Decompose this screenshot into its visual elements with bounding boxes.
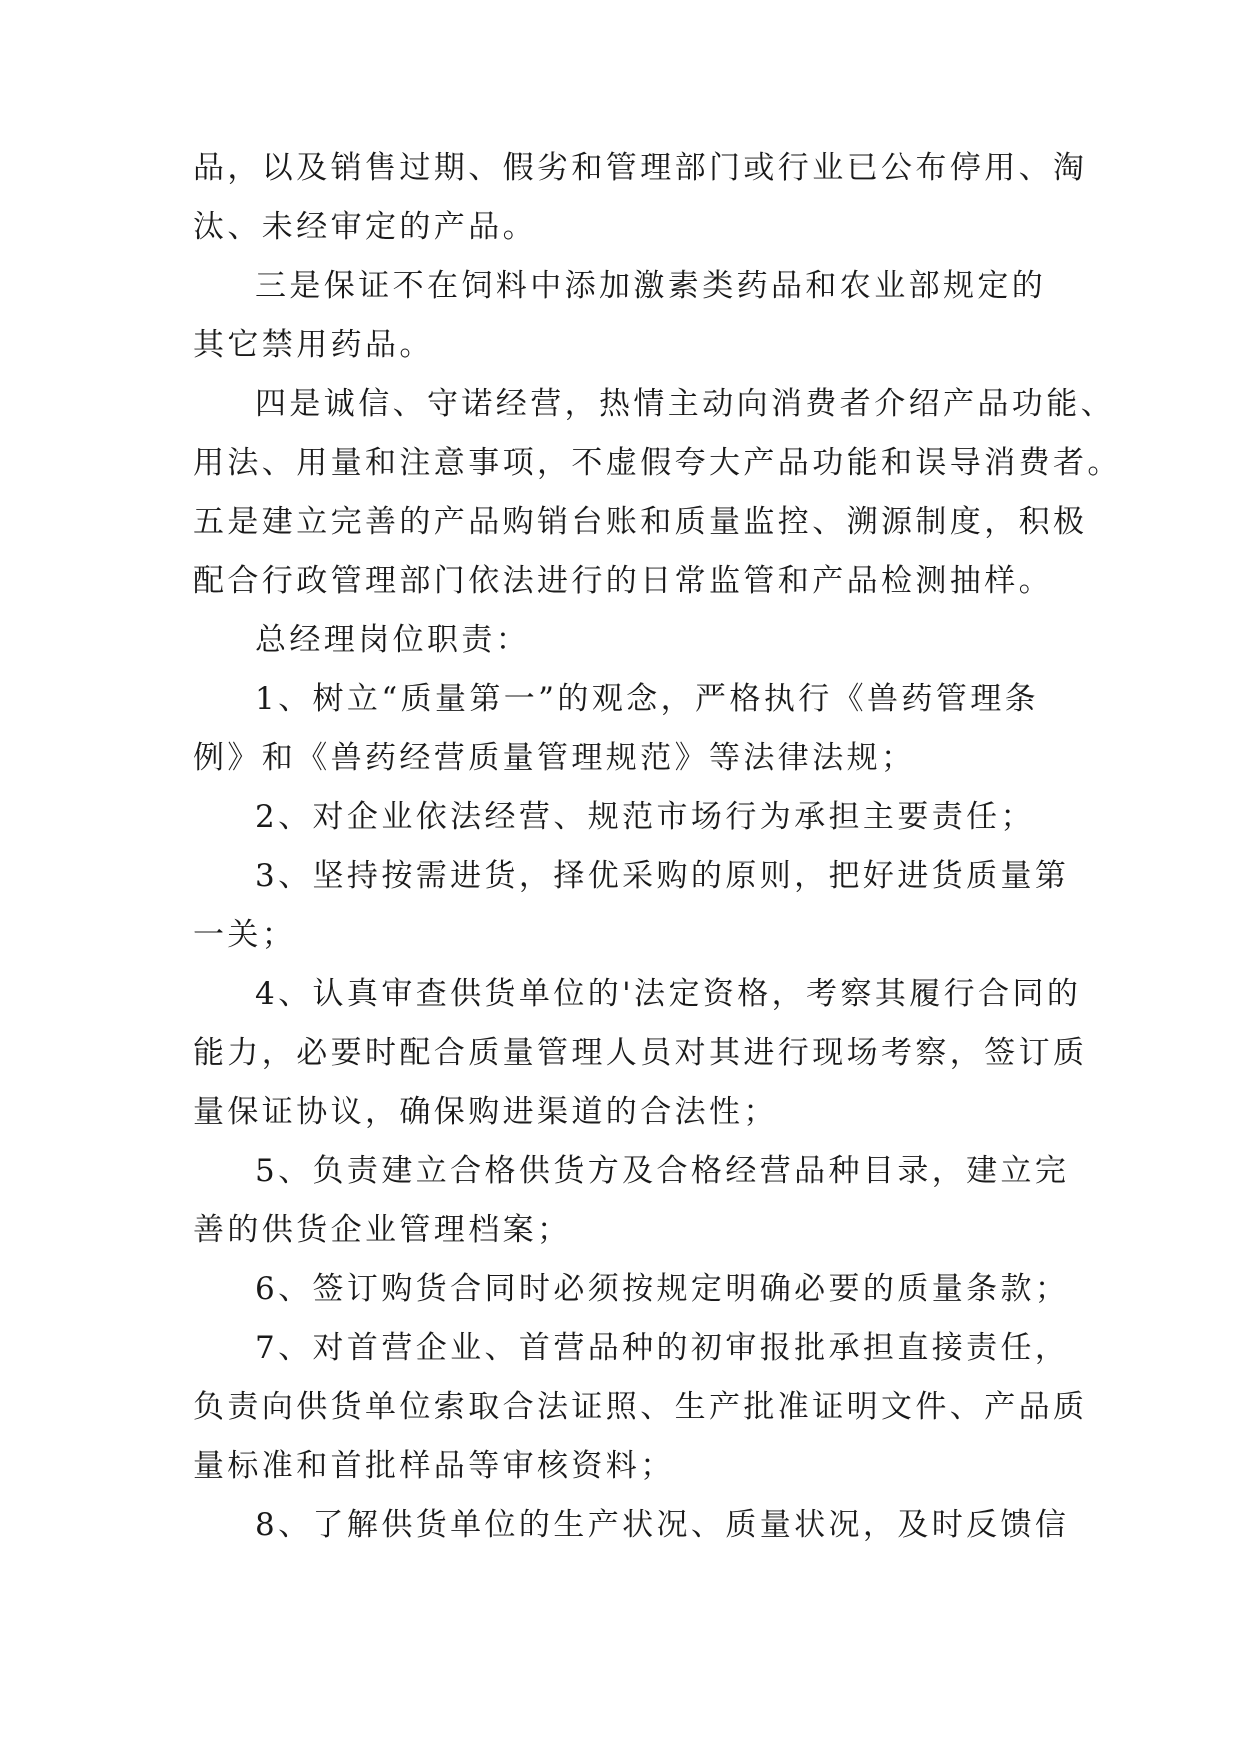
text-line: 1、树立“质量第一”的观念，严格执行《兽药管理条 xyxy=(255,681,1040,717)
text-line: 用法、用量和注意事项，不虚假夸大产品功能和误导消费者。 xyxy=(193,445,1122,481)
text-line: 例》和《兽药经营质量管理规范》等法律法规； xyxy=(193,740,916,776)
text-line: 量保证协议，确保购进渠道的合法性； xyxy=(193,1094,778,1130)
text-line: 负责向供货单位索取合法证照、生产批准证明文件、产品质 xyxy=(193,1389,1088,1425)
text-line: 能力，必要时配合质量管理人员对其进行现场考察，签订质 xyxy=(193,1035,1088,1071)
text-line: 其它禁用药品。 xyxy=(193,327,434,363)
text-line: 量标准和首批样品等审核资料； xyxy=(193,1448,675,1484)
text-line: 汰、未经审定的产品。 xyxy=(193,209,537,245)
text-line: 6、签订购货合同时必须按规定明确必要的质量条款； xyxy=(255,1271,1070,1307)
section-heading: 总经理岗位职责： xyxy=(255,622,531,658)
text-line: 3、坚持按需进货，择优采购的原则，把好进货质量第 xyxy=(255,858,1070,894)
text-line: 四是诚信、守诺经营，热情主动向消费者介绍产品功能、 xyxy=(255,386,1115,422)
text-line: 三是保证不在饲料中添加激素类药品和农业部规定的 xyxy=(255,268,1047,304)
text-line: 配合行政管理部门依法进行的日常监管和产品检测抽样。 xyxy=(193,563,1053,599)
text-line: 品，以及销售过期、假劣和管理部门或行业已公布停用、淘 xyxy=(193,150,1088,186)
text-line: 五是建立完善的产品购销台账和质量监控、溯源制度，积极 xyxy=(193,504,1088,540)
text-line: 2、对企业依法经营、规范市场行为承担主要责任； xyxy=(255,799,1035,835)
text-line: 善的供货企业管理档案； xyxy=(193,1212,572,1248)
text-line: 8、了解供货单位的生产状况、质量状况，及时反馈信 xyxy=(255,1507,1070,1543)
text-line: 一关； xyxy=(193,917,297,953)
text-line: 7、对首营企业、首营品种的初审报批承担直接责任， xyxy=(255,1330,1070,1366)
text-line: 5、负责建立合格供货方及合格经营品种目录，建立完 xyxy=(255,1153,1070,1189)
text-line: 4、认真审查供货单位的'法定资格，考察其履行合同的 xyxy=(255,976,1082,1012)
